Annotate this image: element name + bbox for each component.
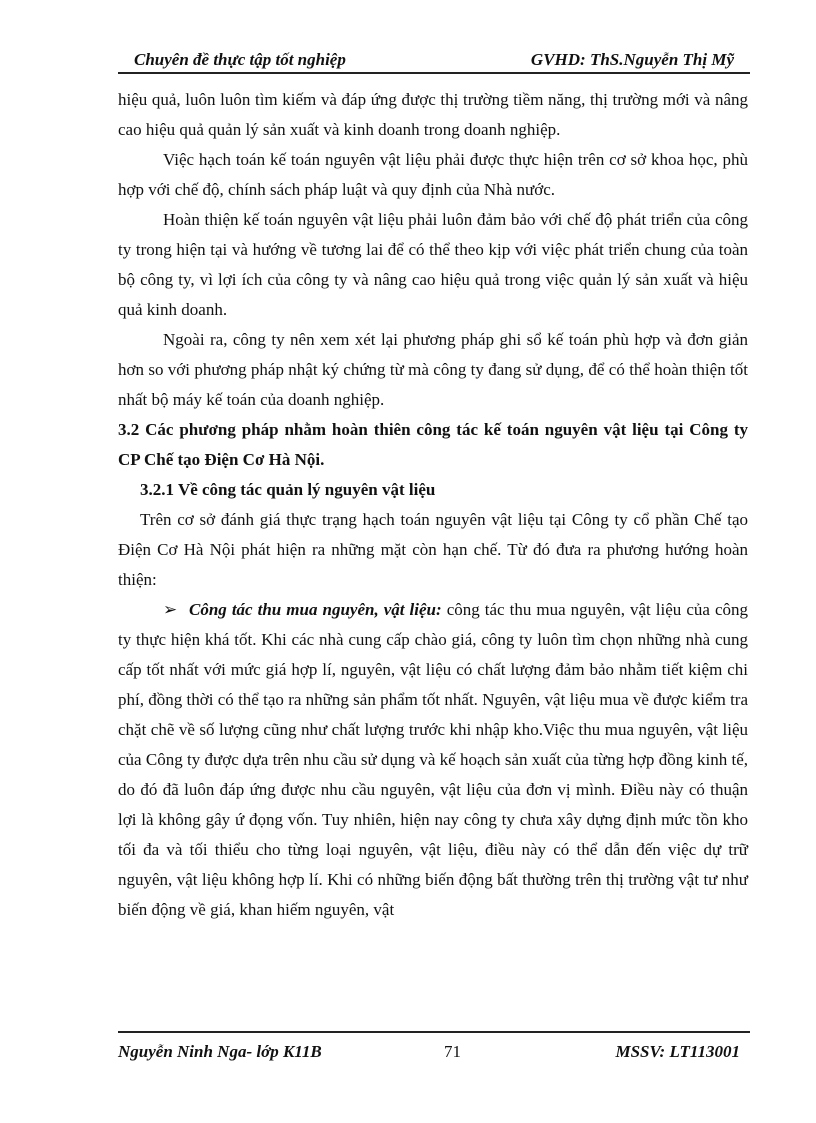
- footer-student-id: MSSV: LT113001: [615, 1042, 740, 1061]
- page-content: [118, 85, 748, 925]
- paragraph-assessment: Trên cơ sở đánh giá thực trạng hạch toán nguyên vật liệu tại Công ty cổ phần Chế tạo Điện Cơ Hà Nội phát hiện ra những mặt còn hạn chế. Từ đó đưa ra phương hướng hoàn thiện:: [118, 510, 748, 589]
- bullet-term: Công tác thu mua nguyên, vật liệu:: [189, 600, 442, 619]
- bullet-text: công tác thu mua nguyên, vật liệu của công ty thực hiện khá tốt. Khi các nhà cung cấp chào giá, công ty luôn tìm chọn những nhà cung cấp tốt nhất với mức giá hợp lí, nguyên, vật liệu có chất lượng đảm bảo nhằm tiết kiệm chi phí, đồng thời có thể tạo ra những sản phẩm tốt nhất. Nguyên, vật liệu mua về được kiểm tra chặt chẽ về số lượng cũng như chất lượng trước khi nhập kho.Việc thu mua nguyên, vật liệu của Công ty được dựa trên nhu cầu sử dụng và kế hoạch sản xuất của từng hợp đồng kinh tế, do đó đã luôn đáp ứng được nhu cầu nguyên, vật liệu của đơn vị mình. Điều này có thuận lợi là không gây ứ đọng vốn. Tuy nhiên, hiện nay công ty chưa xây dựng định mức tồn kho tối đa và tối thiểu cho từng loại nguyên, vật liệu, điều này có thể dẫn đến việc dự trữ nguyên, vật liệu không hợp lí. Khi có những biến động bất thường trên thị trường vật tư như biến động về giá, khan hiếm nguyên, vật: [118, 600, 748, 919]
- footer-author: Nguyễn Ninh Nga- lớp K11B: [118, 1042, 322, 1061]
- header-supervisor: GVHD: ThS.Nguyễn Thị Mỹ: [530, 50, 734, 69]
- page-number: 71: [444, 1042, 461, 1061]
- page-footer: [118, 1031, 750, 1071]
- page-header: [118, 48, 750, 74]
- header-document-title: Chuyên đề thực tập tốt nghiệp: [134, 50, 346, 69]
- paragraph-bookkeeping-method: Ngoài ra, công ty nên xem xét lại phương pháp ghi sổ kế toán phù hợp và đơn giản hơn so với phương pháp nhật ký chứng từ mà công ty đang sử dụng, để có thể hoàn thiện tốt nhất bộ máy kế toán của doanh nghiệp.: [118, 330, 748, 409]
- bullet-paragraph-purchasing: [118, 595, 748, 925]
- section-heading: 3.2 Các phương pháp nhằm hoàn thiên công tác kế toán nguyên vật liệu tại Công ty CP Chế tạo Điện Cơ Hà Nội.: [118, 420, 748, 469]
- arrow-bullet-icon: ➢: [163, 600, 178, 619]
- paragraph-development: Hoàn thiện kế toán nguyên vật liệu phải luôn đảm bảo với chế độ phát triển của công ty trong hiện tại và hướng về tương lai để có thể theo kịp với việc phát triển chung của toàn bộ công ty, vì lợi ích của công ty và nâng cao hiệu quả trong việc quản lý sản xuất và hiệu quả kinh doanh.: [118, 210, 748, 319]
- subsection-heading: 3.2.1 Về công tác quản lý nguyên vật liệu: [140, 480, 436, 499]
- paragraph-accounting-basis: Việc hạch toán kế toán nguyên vật liệu phải được thực hiện trên cơ sở khoa học, phù hợp với chế độ, chính sách pháp luật và quy định của Nhà nước.: [118, 150, 748, 199]
- paragraph-continued: hiệu quả, luôn luôn tìm kiếm và đáp ứng được thị trường tiềm năng, thị trường mới và nâng cao hiệu quả quản lý sản xuất và kinh doanh trong doanh nghiệp.: [118, 90, 748, 139]
